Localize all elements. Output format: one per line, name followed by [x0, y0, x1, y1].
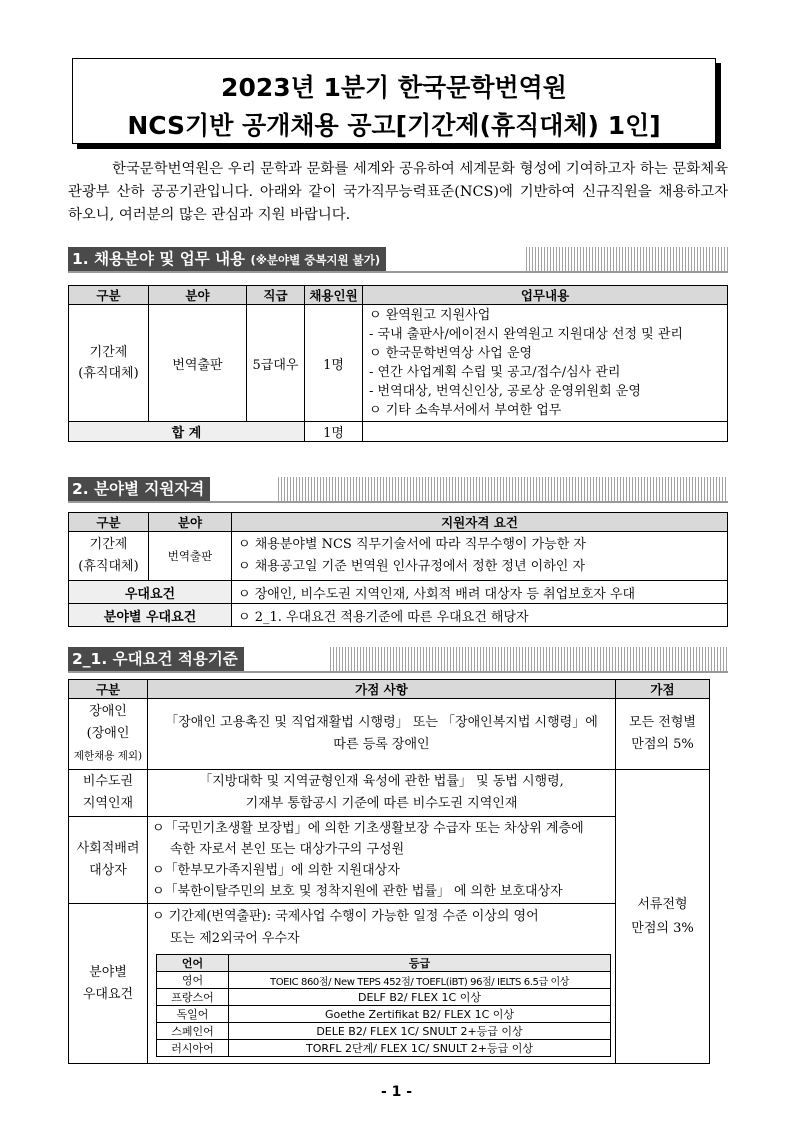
- th-lang: 언어: [157, 955, 229, 972]
- social-item: ㅇ「한부모가족지원법」에 의한 지원대상자: [152, 863, 400, 878]
- table-row: [69, 532, 728, 581]
- cell-field: 번역출판: [149, 532, 232, 581]
- lang-grade: TOEIC 860점/ New TEPS 452점/ TOEFL(iBT) 96점/ IELTS 6.5급 이상: [229, 972, 611, 989]
- requirement-item: ㅇ 채용공고일 기준 번역원 인사규정에서 정한 정년 이하인 자: [238, 559, 586, 574]
- page-number: - 1 -: [380, 1084, 413, 1100]
- regional-text: [148, 770, 616, 817]
- th-level: 등급: [229, 955, 611, 972]
- field-pref-label-l1: 분야별: [89, 964, 127, 980]
- duty-item: ㅇ 한국문학번역상 사업 운영: [369, 346, 533, 361]
- social-text: [148, 817, 616, 904]
- lang-grade: DELF B2/ FLEX 1C 이상: [229, 989, 611, 1006]
- cell-field: 번역출판: [149, 305, 247, 422]
- field-pref-text-l2: 또는 제2외국어 우수자: [170, 931, 300, 946]
- cell-category: [69, 532, 149, 581]
- cell-requirements: [232, 532, 728, 581]
- table-row: [69, 604, 728, 627]
- category-l2: (휴직대체): [78, 366, 139, 381]
- table-row-disabled: [69, 699, 710, 770]
- section2-rule: [68, 501, 728, 503]
- section2-fade: [278, 477, 728, 501]
- lang-row: [157, 989, 611, 1006]
- th-field: 분야: [149, 513, 232, 532]
- lang-name: 러시아어: [157, 1040, 229, 1057]
- points-doc-l1: 서류전형: [637, 896, 688, 912]
- section2-header: [68, 477, 728, 501]
- category-l2: (휴직대체): [78, 559, 139, 574]
- lang-name: 독일어: [157, 1006, 229, 1023]
- page-title-line1: 2023년 1분기 한국문학번역원: [221, 73, 567, 102]
- table-row-field-pref: [69, 904, 710, 1064]
- regional-label-l2: 지역인재: [82, 796, 134, 811]
- total-count: 1명: [305, 422, 363, 442]
- lang-grade: DELE B2/ FLEX 1C/ SNULT 2+등급 이상: [229, 1023, 611, 1040]
- th-detail: 가점 사항: [148, 680, 616, 699]
- language-table: [156, 954, 611, 1057]
- th-field: 분야: [149, 286, 247, 305]
- section3-title: 2_1. 우대요건 적용기준: [68, 647, 244, 671]
- lang-row: [157, 1040, 611, 1057]
- section1-title: [68, 247, 386, 271]
- category-l1: 기간제: [89, 345, 128, 360]
- pref-text: ㅇ 장애인, 비수도권 지역인재, 사회적 배려 대상자 등 취업보호자 우대: [232, 581, 728, 604]
- cell-category: [69, 305, 149, 422]
- duty-item: - 번역대상, 번역신인상, 공로상 운영위원회 운영: [369, 384, 641, 399]
- table-header-row: [69, 680, 710, 699]
- section2-title: 2. 분야별 지원자격: [68, 477, 210, 501]
- th-category: 구분: [69, 286, 149, 305]
- disabled-label-l1: 장애인: [89, 704, 127, 719]
- lang-header-row: [157, 955, 611, 972]
- social-label-l2: 대상자: [89, 863, 127, 878]
- disabled-points: [616, 699, 710, 770]
- lang-name: 스페인어: [157, 1023, 229, 1040]
- field-pref-label: [69, 904, 148, 1064]
- field-pref-text: [148, 904, 616, 1064]
- cell-duties: [363, 305, 728, 422]
- section1-note: (※분야별 중복지원 불가): [250, 253, 381, 267]
- section1-title-text: 1. 채용분야 및 업무 내용: [72, 250, 246, 268]
- th-requirements: 지원자격 요건: [232, 513, 728, 532]
- table-row-social: [69, 817, 710, 904]
- social-item: 속한 자로서 본인 또는 대상가구의 구성원: [170, 842, 405, 857]
- pref-label: 우대요건: [69, 581, 232, 604]
- disabled-label-l3: 제한채용 제외): [73, 750, 143, 762]
- lang-grade: Goethe Zertifikat B2/ FLEX 1C 이상: [229, 1006, 611, 1023]
- lang-name: 영어: [157, 972, 229, 989]
- recruit-table: [68, 285, 728, 442]
- th-category: 구분: [69, 680, 148, 699]
- th-grade: 직급: [247, 286, 305, 305]
- th-duties: 업무내용: [363, 286, 728, 305]
- lang-row: [157, 972, 611, 989]
- field-pref-label: 분야별 우대요건: [69, 604, 232, 627]
- regional-label: [69, 770, 148, 817]
- duty-item: - 연간 사업계획 수립 및 공고/접수/심사 관리: [369, 365, 621, 380]
- table-row: [69, 581, 728, 604]
- total-empty: [363, 422, 728, 442]
- preference-table: [68, 679, 710, 1064]
- disabled-points-l1: 모든 전형별: [629, 715, 696, 730]
- regional-text-l1: 「지방대학 및 지역균형인재 육성에 관한 법률」 및 동법 시행령,: [199, 774, 564, 789]
- cell-grade: 5급대우: [247, 305, 305, 422]
- th-points: 가점: [616, 680, 710, 699]
- disabled-label: [69, 699, 148, 770]
- lang-row: [157, 1023, 611, 1040]
- th-count: 채용인원: [305, 286, 363, 305]
- duty-item: - 국내 출판사/에이전시 완역원고 지원대상 선정 및 관리: [369, 327, 683, 342]
- section1-header: [68, 247, 728, 271]
- disabled-points-l2: 만점의 5%: [631, 737, 694, 752]
- lang-row: [157, 1006, 611, 1023]
- field-pref-label-l2: 우대요건: [82, 986, 134, 1002]
- lang-grade: TORFL 2단계/ FLEX 1C/ SNULT 2+등급 이상: [229, 1040, 611, 1057]
- table-header-row: [69, 513, 728, 532]
- section3-fade: [330, 647, 728, 671]
- regional-label-l1: 비수도권: [82, 774, 134, 789]
- section3-rule: [68, 671, 728, 673]
- duty-item: ㅇ 완역원고 지원사업: [369, 308, 491, 323]
- table-row: [69, 305, 728, 422]
- social-item: ㅇ「북한이탈주민의 보호 및 정착지원에 관한 법률」 에 의한 보호대상자: [152, 884, 563, 899]
- field-pref-text: ㅇ 2_1. 우대요건 적용기준에 따른 우대요건 해당자: [232, 604, 728, 627]
- points-doc: [616, 770, 710, 1064]
- table-row-regional: [69, 770, 710, 817]
- disabled-label-l2: (장애인: [86, 726, 130, 741]
- page-title-line2: NCS기반 공개채용 공고[기간제(휴직대체) 1인]: [127, 111, 661, 140]
- total-row: [69, 422, 728, 442]
- disabled-text-l2: 따른 등록 장애인: [333, 737, 430, 752]
- requirement-item: ㅇ 채용분야별 NCS 직무기술서에 따라 직무수행이 가능한 자: [238, 537, 586, 552]
- social-item: ㅇ「국민기초생활 보장법」에 의한 기초생활보장 수급자 또는 차상위 계층에: [152, 821, 584, 836]
- intro-paragraph: 한국문학번역원은 우리 문학과 문화를 세계와 공유하여 세계문화 형성에 기여하고자 하는 문화체육관광부 산하 공공기관입니다. 아래와 같이 국가직무능력표준(NCS)에 기반하여 신규직원을 채용하고자 하오니, 여러분의 많은 관심과 지원 바랍니다.: [68, 161, 728, 223]
- title-box: [72, 58, 716, 144]
- cell-count: 1명: [305, 305, 363, 422]
- points-doc-l2: 만점의 3%: [631, 920, 694, 936]
- th-category: 구분: [69, 513, 149, 532]
- section1-fade: [526, 247, 728, 271]
- total-label: 합 계: [69, 422, 305, 442]
- regional-text-l2: 기재부 통합공시 기준에 따른 비수도권 지역인재: [245, 796, 518, 811]
- table-header-row: [69, 286, 728, 305]
- duty-item: ㅇ 기타 소속부서에서 부여한 업무: [369, 403, 562, 418]
- disabled-text: [148, 699, 616, 770]
- social-label: [69, 817, 148, 904]
- section3-header: [68, 647, 728, 671]
- section1-rule: [68, 271, 728, 273]
- category-l1: 기간제: [89, 537, 128, 552]
- disabled-text-l1: 「장애인 고용촉진 및 직업재활법 시행령」 또는 「장애인복지법 시행령」에: [165, 715, 598, 730]
- field-pref-text-l1: ㅇ 기간제(번역출판): 국제사업 수행이 가능한 일정 수준 이상의 영어: [152, 909, 539, 924]
- social-label-l1: 사회적배려: [76, 841, 140, 856]
- lang-name: 프랑스어: [157, 989, 229, 1006]
- qualification-table: [68, 512, 728, 627]
